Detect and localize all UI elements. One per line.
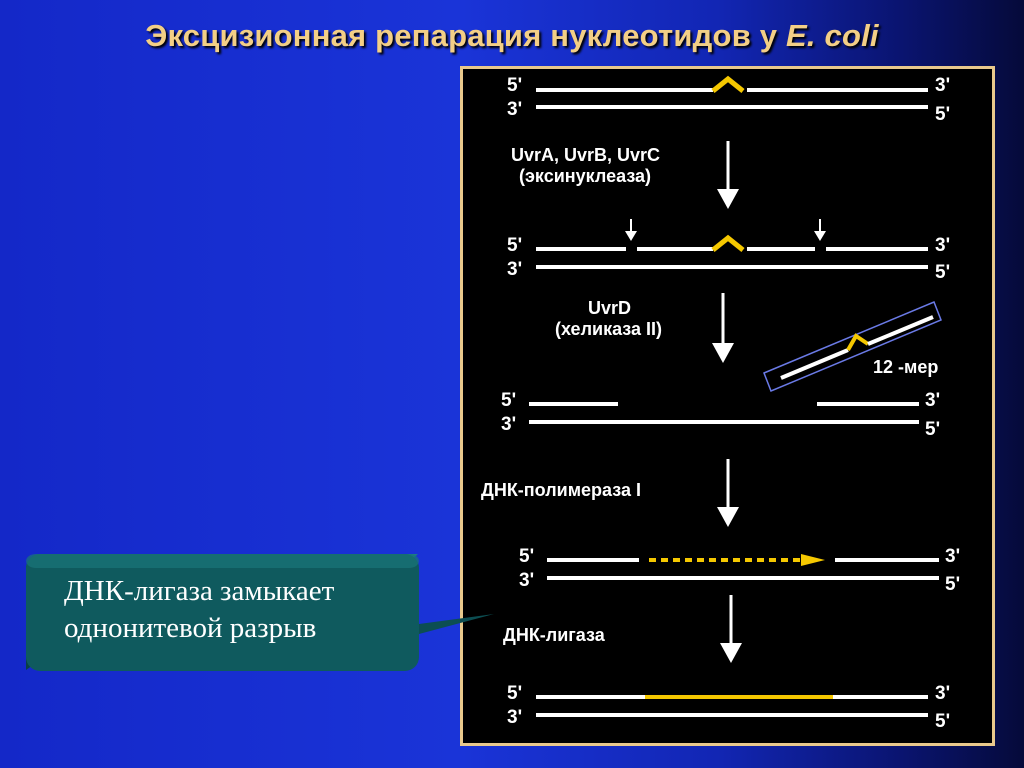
excised-oligonucleotide (764, 302, 941, 391)
callout-line-2: однонитевой разрыв (64, 612, 317, 644)
step1-enzymes: UvrA, UvrB, UvrC (511, 145, 661, 165)
stage-resynthesis (519, 546, 960, 595)
stage-incision (507, 219, 950, 283)
step2-enzyme-name: (хеликаза II) (555, 319, 663, 339)
callout-highlight (26, 554, 419, 568)
end-label-3-bottom: 3' (501, 414, 517, 435)
ligase-callout (22, 550, 502, 680)
end-label-5-bottom: 5' (935, 262, 951, 283)
end-label-3-top: 3' (935, 75, 951, 96)
end-label-5-bottom: 5' (935, 104, 951, 125)
step4-enzyme: ДНК-лигаза (503, 625, 605, 645)
callout-text (64, 573, 404, 647)
title-species: E. coli (786, 18, 879, 53)
stage-damaged-dna (507, 75, 950, 125)
down-arrow-head-1 (717, 189, 739, 209)
incision-arrowhead-left (625, 231, 637, 241)
step-arrow-polymerase (481, 459, 739, 527)
down-arrow-head-2 (712, 343, 734, 363)
step-arrow-helicase (555, 293, 734, 363)
end-label-3-bottom: 3' (507, 99, 523, 120)
step3-enzyme: ДНК-полимераза I (481, 480, 641, 500)
incision-arrowhead-right (814, 231, 826, 241)
end-label-5-bottom: 5' (935, 711, 951, 732)
down-arrow-head-4 (720, 643, 742, 663)
step1-enzyme-name: (эксинуклеаза) (519, 166, 652, 186)
repair-diagram-panel (460, 66, 995, 746)
step2-enzyme: UvrD (588, 298, 632, 318)
thymine-dimer-lesion (713, 238, 743, 250)
end-label-3-bottom: 3' (519, 570, 535, 591)
end-label-5-top: 5' (501, 390, 517, 411)
end-label-5-top: 5' (507, 235, 523, 256)
callout-line-1: ДНК-лигаза замыкает (64, 575, 335, 607)
stage-gapped-dna (501, 390, 940, 440)
down-arrow-head-3 (717, 507, 739, 527)
end-label-5-top: 5' (507, 75, 523, 96)
end-label-3-top: 3' (935, 683, 951, 704)
end-label-3-bottom: 3' (507, 707, 523, 728)
end-label-5-bottom: 5' (945, 574, 961, 595)
end-label-3-top: 3' (925, 390, 941, 411)
thymine-dimer-lesion (713, 79, 743, 91)
step-arrow-excinuclease (511, 141, 739, 209)
end-label-3-top: 3' (945, 546, 961, 567)
end-label-3-bottom: 3' (507, 259, 523, 280)
end-label-5-bottom: 5' (925, 419, 941, 440)
stage-repaired-dna (507, 683, 950, 732)
fragment-label: 12 -мер (873, 357, 939, 377)
slide-title (0, 18, 1024, 54)
title-main: Эксцизионная репарация нуклеотидов у (145, 18, 787, 53)
end-label-3-top: 3' (935, 235, 951, 256)
synthesis-direction-arrowhead (801, 554, 825, 566)
fragment-box (764, 302, 941, 391)
repair-diagram (463, 69, 992, 743)
end-label-5-top: 5' (507, 683, 523, 704)
end-label-5-top: 5' (519, 546, 535, 567)
step-arrow-ligase (503, 595, 742, 663)
